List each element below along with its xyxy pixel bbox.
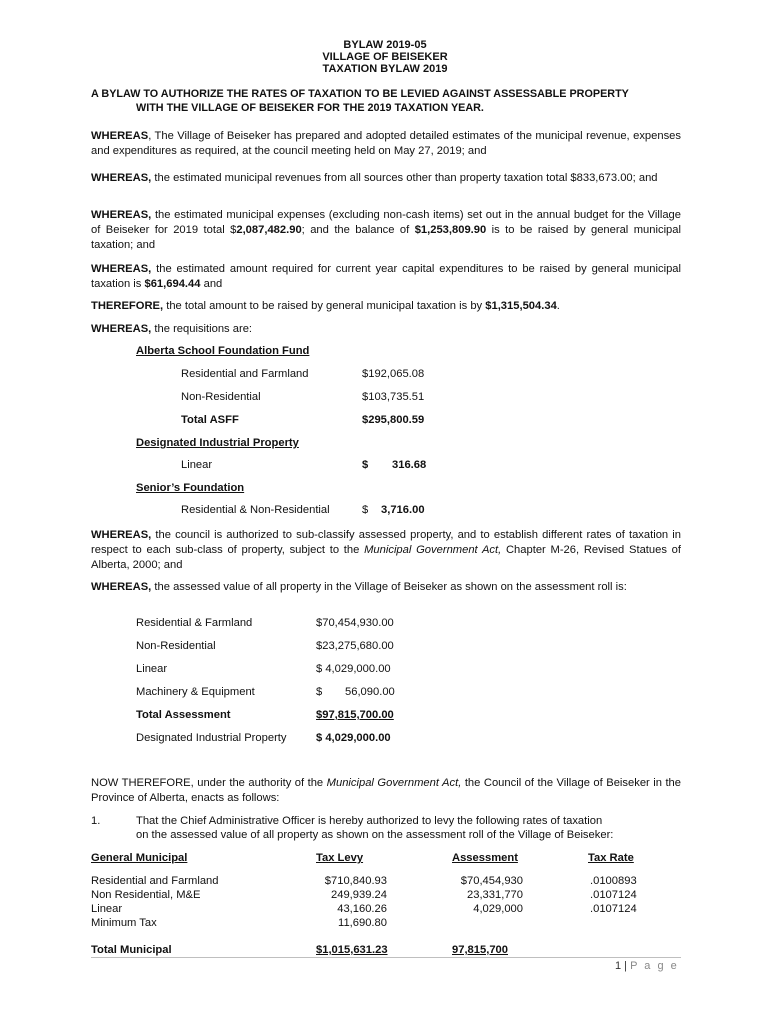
- assessment-row-value: $23,275,680.00: [316, 640, 394, 652]
- asff-row-label: Non-Residential: [181, 391, 261, 403]
- assessment-row-label: Residential & Farmland: [136, 617, 253, 629]
- dip-label: Linear: [181, 459, 213, 471]
- item-1-line-1: That the Chief Administrative Officer is hereby authorized to levy the following rates of taxation: [136, 815, 603, 827]
- rate-row-rate: .0100893: [590, 875, 637, 887]
- asff-row-value: $103,735.51: [362, 391, 425, 403]
- asff-row-value: $192,065.08: [362, 368, 425, 380]
- rate-row-assessment: $70,454,930: [460, 875, 523, 887]
- subclass-text-b: Chapter M-26, Revised Statues of Alberta, 2000; and: [91, 544, 681, 571]
- rate-row-levy: 11,690.80: [338, 917, 387, 929]
- dip-currency: $: [362, 459, 369, 471]
- assessment-row-value: $ 4,029,000.00: [316, 663, 391, 675]
- seniors-title: Senior’s Foundation: [136, 482, 245, 494]
- rate-row-rate: .0107124: [590, 889, 637, 901]
- item-1-line-2: on the assessed value of all property as shown on the assessment roll of the Village of Beiseker:: [136, 829, 614, 841]
- whereas-label: WHEREAS,: [91, 529, 152, 541]
- assessment-row-value: $70,454,930.00: [316, 617, 394, 629]
- dip-value: 316.68: [392, 459, 427, 471]
- village-name: VILLAGE OF BEISEKER: [322, 51, 448, 63]
- recital-3: [91, 208, 681, 253]
- recital-requisitions: [91, 322, 681, 337]
- rate-row-label: Linear: [91, 903, 123, 915]
- whereas-label: WHEREAS,: [91, 581, 152, 593]
- whereas-label: WHEREAS,: [91, 323, 152, 335]
- rate-row-label: Minimum Tax: [91, 917, 157, 929]
- rate-row-assessment: 23,331,770: [467, 889, 523, 901]
- total-municipal-assessment: 97,815,700: [452, 944, 508, 956]
- dip-assessment-value: $ 4,029,000.00: [316, 732, 391, 744]
- recital-subclass: [91, 528, 681, 573]
- total-municipal-levy: $1,015,631.23: [316, 944, 388, 956]
- recital-3-text-c: is to be raised by general municipal taxation; and: [91, 224, 681, 251]
- item-number: 1.: [91, 815, 101, 827]
- asff-total-value: $295,800.59: [362, 414, 425, 426]
- total-tax-amount: $1,315,504.34: [485, 300, 557, 312]
- col-header-tax-levy: Tax Levy: [316, 852, 364, 864]
- footer-divider: [91, 957, 681, 958]
- recital-2-text: the estimated municipal revenues from all sources other than property taxation total $833,673.00; and: [151, 172, 658, 184]
- dip-assessment-label: Designated Industrial Property: [136, 732, 287, 744]
- therefore-text-b: .: [556, 300, 560, 312]
- whereas-label: WHEREAS,: [91, 209, 152, 221]
- rate-row-rate: .0107124: [590, 903, 637, 915]
- asff-total-label: Total ASFF: [181, 414, 239, 426]
- total-municipal-label: Total Municipal: [91, 944, 172, 956]
- seniors-value: 3,716.00: [381, 504, 425, 516]
- total-assessment-value: $97,815,700.00: [316, 709, 394, 721]
- recital-1-text: , The Village of Beiseker has prepared and adopted detailed estimates of the municipal revenue, expenses and expenditures as required, at the council meeting held on May 27, 2019; and: [91, 130, 681, 157]
- bylaw-number: BYLAW 2019-05: [343, 39, 427, 51]
- page-word: P a g e: [630, 960, 679, 972]
- assessment-row-currency: $: [316, 686, 323, 698]
- purpose-line-1: A BYLAW TO AUTHORIZE THE RATES OF TAXATION TO BE LEVIED AGAINST ASSESSABLE PROPERTY: [91, 88, 629, 100]
- page-footer: [615, 960, 679, 972]
- therefore-text-a: the total amount to be raised by general municipal taxation is by: [163, 300, 486, 312]
- assessment-row-value: 56,090.00: [345, 686, 395, 698]
- seniors-label: Residential & Non-Residential: [181, 504, 330, 516]
- col-header-assessment: Assessment: [452, 852, 518, 864]
- dip-title: Designated Industrial Property: [136, 437, 299, 449]
- assessment-row-label: Linear: [136, 663, 168, 675]
- total-assessment-label: Total Assessment: [136, 709, 231, 721]
- whereas-label: WHEREAS,: [91, 172, 152, 184]
- recital-1: [91, 129, 681, 159]
- recital-4-text-b: and: [200, 278, 223, 290]
- rate-row-levy: $710,840.93: [324, 875, 387, 887]
- act-name: Municipal Government Act,: [364, 544, 502, 556]
- enacting-clause: [91, 776, 681, 806]
- recital-4-text-a: the estimated amount required for current year capital expenditures to be raised by general municipal taxation is: [91, 263, 681, 290]
- whereas-label: WHEREAS: [91, 130, 149, 142]
- subclass-text-a: the council is authorized to sub-classify assessed property, and to establish different rates of taxation in respect to each sub-class of property, subject to the: [91, 529, 681, 556]
- rate-row-assessment: 4,029,000: [473, 903, 523, 915]
- rate-row-label: Residential and Farmland: [91, 875, 219, 887]
- rate-row-label: Non Residential, M&E: [91, 889, 201, 901]
- recital-assessment: [91, 580, 681, 595]
- bylaw-title: TAXATION BYLAW 2019: [322, 63, 448, 75]
- whereas-label: WHEREAS,: [91, 263, 152, 275]
- col-header-general-municipal: General Municipal: [91, 852, 188, 864]
- purpose-line-2: WITH THE VILLAGE OF BEISEKER FOR THE 2019 TAXATION YEAR.: [136, 102, 484, 114]
- act-name: Municipal Government Act,: [326, 777, 462, 789]
- asff-row-label: Residential and Farmland: [181, 368, 309, 380]
- recital-2: [91, 171, 681, 186]
- budget-total: 2,087,482.90: [236, 224, 302, 236]
- page-number: 1: [615, 960, 622, 972]
- therefore-clause: [91, 299, 681, 314]
- assessment-intro: the assessed value of all property in the Village of Beiseker as shown on the assessment roll is:: [151, 581, 627, 593]
- capital-amount: $61,694.44: [144, 278, 201, 290]
- page-separator: |: [621, 960, 631, 972]
- enact-text-b: the Council of the Village of Beiseker in the Province of Alberta, enacts as follows:: [91, 777, 682, 804]
- assessment-row-label: Machinery & Equipment: [136, 686, 255, 698]
- col-header-tax-rate: Tax Rate: [588, 852, 634, 864]
- recital-3-text-a: the estimated municipal expenses (excluding non-cash items) set out in the annual budget for the Village of Beiseker for 2019 total $: [91, 209, 681, 236]
- seniors-currency: $: [362, 504, 369, 516]
- assessment-row-label: Non-Residential: [136, 640, 216, 652]
- recital-3-text-b: ; and the balance of: [301, 224, 415, 236]
- rate-row-levy: 43,160.26: [337, 903, 387, 915]
- recital-4: [91, 262, 681, 292]
- rate-row-levy: 249,939.24: [331, 889, 387, 901]
- therefore-label: THEREFORE,: [91, 300, 164, 312]
- asff-title: Alberta School Foundation Fund: [136, 345, 310, 357]
- requisitions-intro: the requisitions are:: [151, 323, 253, 335]
- enact-text-a: NOW THEREFORE, under the authority of the: [91, 777, 327, 789]
- tax-balance: $1,253,809.90: [414, 224, 487, 236]
